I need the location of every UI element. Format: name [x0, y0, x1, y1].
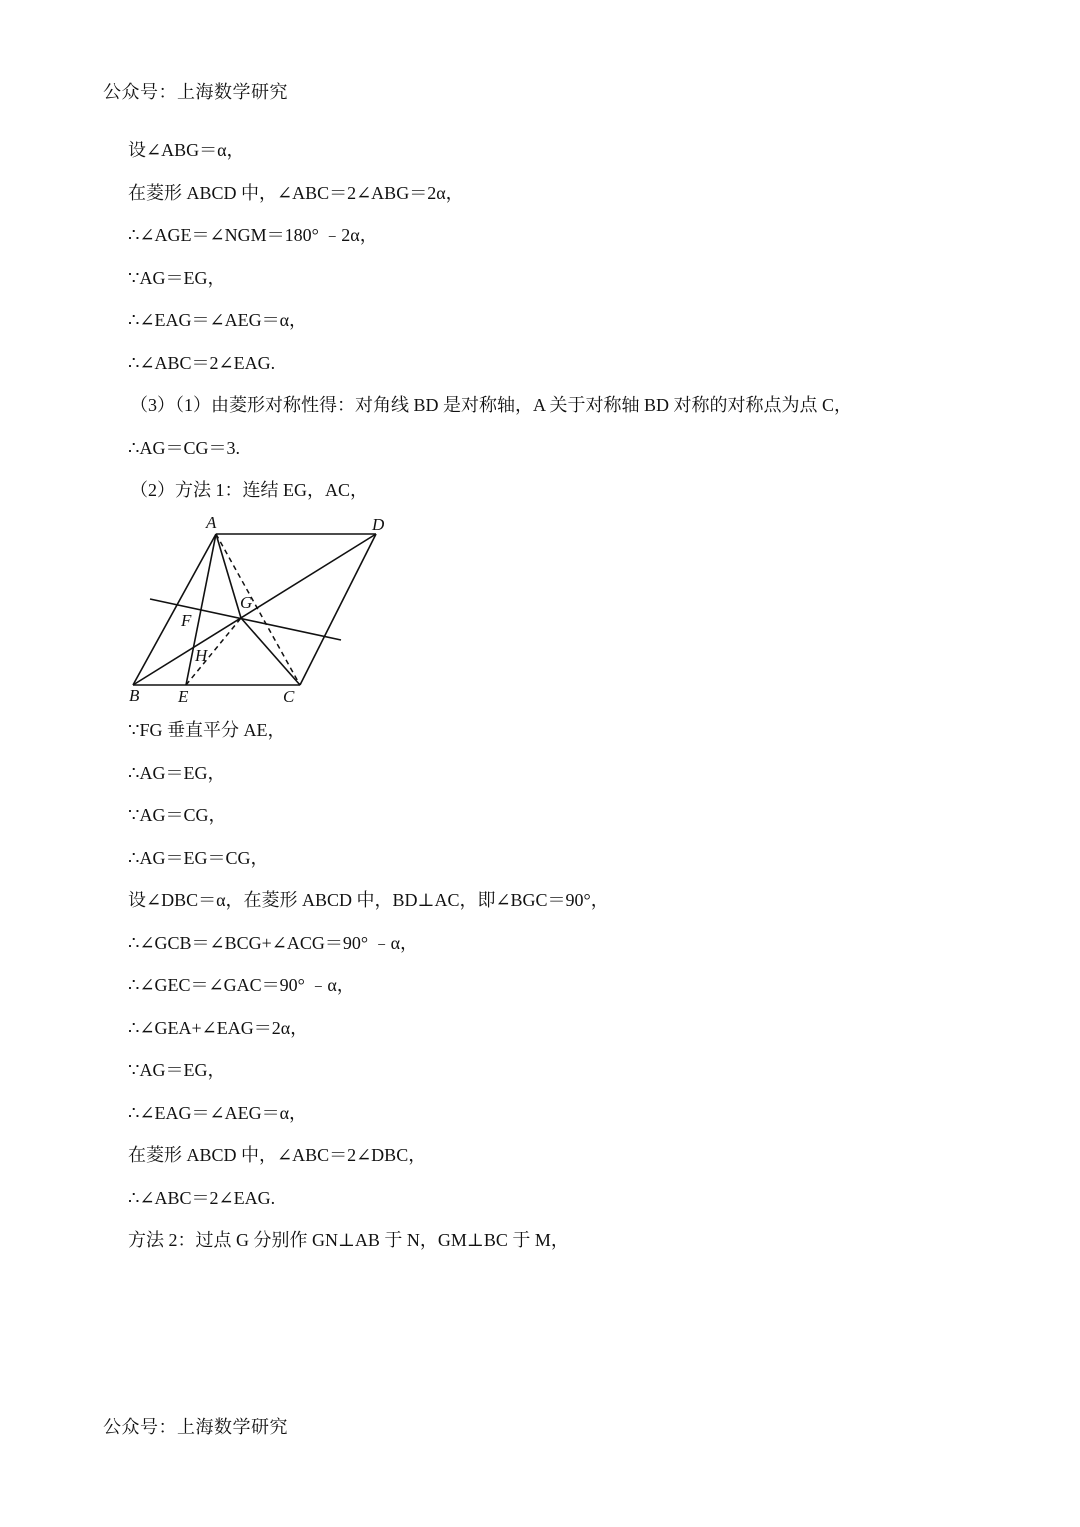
text-line: （2）方法 1：连结 EG，AC， [130, 480, 368, 500]
text-line: 设∠ABG＝α， [128, 140, 245, 160]
segment-ag [216, 534, 241, 618]
text-line: 设∠DBC＝α，在菱形 ABCD 中，BD⊥AC，即∠BGC＝90°， [128, 890, 609, 910]
text-line: 在菱形 ABCD 中，∠ABC＝2∠DBC， [128, 1145, 427, 1165]
diagonal-bd [133, 534, 376, 685]
label-a: A [206, 513, 217, 532]
rhombus-figure [124, 512, 388, 708]
segment-gc [241, 618, 300, 685]
text-line: ∵AG＝CG， [128, 805, 227, 825]
text-line: ∴∠GEA+∠EAG＝2α， [128, 1018, 309, 1038]
label-f: F [181, 611, 192, 630]
dashed-ac [216, 534, 300, 685]
text-line: ∵AG＝EG， [128, 268, 226, 288]
label-b: B [129, 686, 140, 705]
page-footer: 公众号：上海数学研究 [103, 1417, 288, 1437]
text-line: ∴AG＝EG＝CG， [128, 848, 269, 868]
text-line: ∵FG 垂直平分 AE， [128, 720, 286, 740]
text-line: 方法 2：过点 G 分别作 GN⊥AB 于 N，GM⊥BC 于 M， [128, 1230, 569, 1250]
text-line: 在菱形 ABCD 中，∠ABC＝2∠ABG＝2α， [128, 183, 464, 203]
label-e: E [178, 687, 189, 706]
text-line: （3）（1）由菱形对称性得：对角线 BD 是对称轴，A 关于对称轴 BD 对称的对称点为点 C， [130, 395, 853, 415]
label-g: G [240, 593, 253, 612]
segment-dc [300, 534, 376, 685]
page-header: 公众号：上海数学研究 [103, 82, 288, 102]
text-line: ∴∠ABC＝2∠EAG. [128, 353, 276, 373]
label-c: C [283, 687, 295, 706]
text-line: ∵AG＝EG， [128, 1060, 226, 1080]
text-line: ∴∠GCB＝∠BCG+∠ACG＝90° ﹣α， [128, 933, 419, 953]
text-line: ∴∠EAG＝∠AEG＝α， [128, 310, 308, 330]
label-d: D [372, 515, 385, 534]
text-line: ∴∠ABC＝2∠EAG. [128, 1188, 276, 1208]
text-line: ∴AG＝CG＝3. [128, 438, 240, 458]
text-line: ∴AG＝EG， [128, 763, 226, 783]
label-h: H [195, 646, 208, 665]
text-line: ∴∠EAG＝∠AEG＝α， [128, 1103, 308, 1123]
text-line: ∴∠AGE＝∠NGM＝180° ﹣2α， [128, 225, 378, 245]
text-line: ∴∠GEC＝∠GAC＝90° ﹣α， [128, 975, 355, 995]
